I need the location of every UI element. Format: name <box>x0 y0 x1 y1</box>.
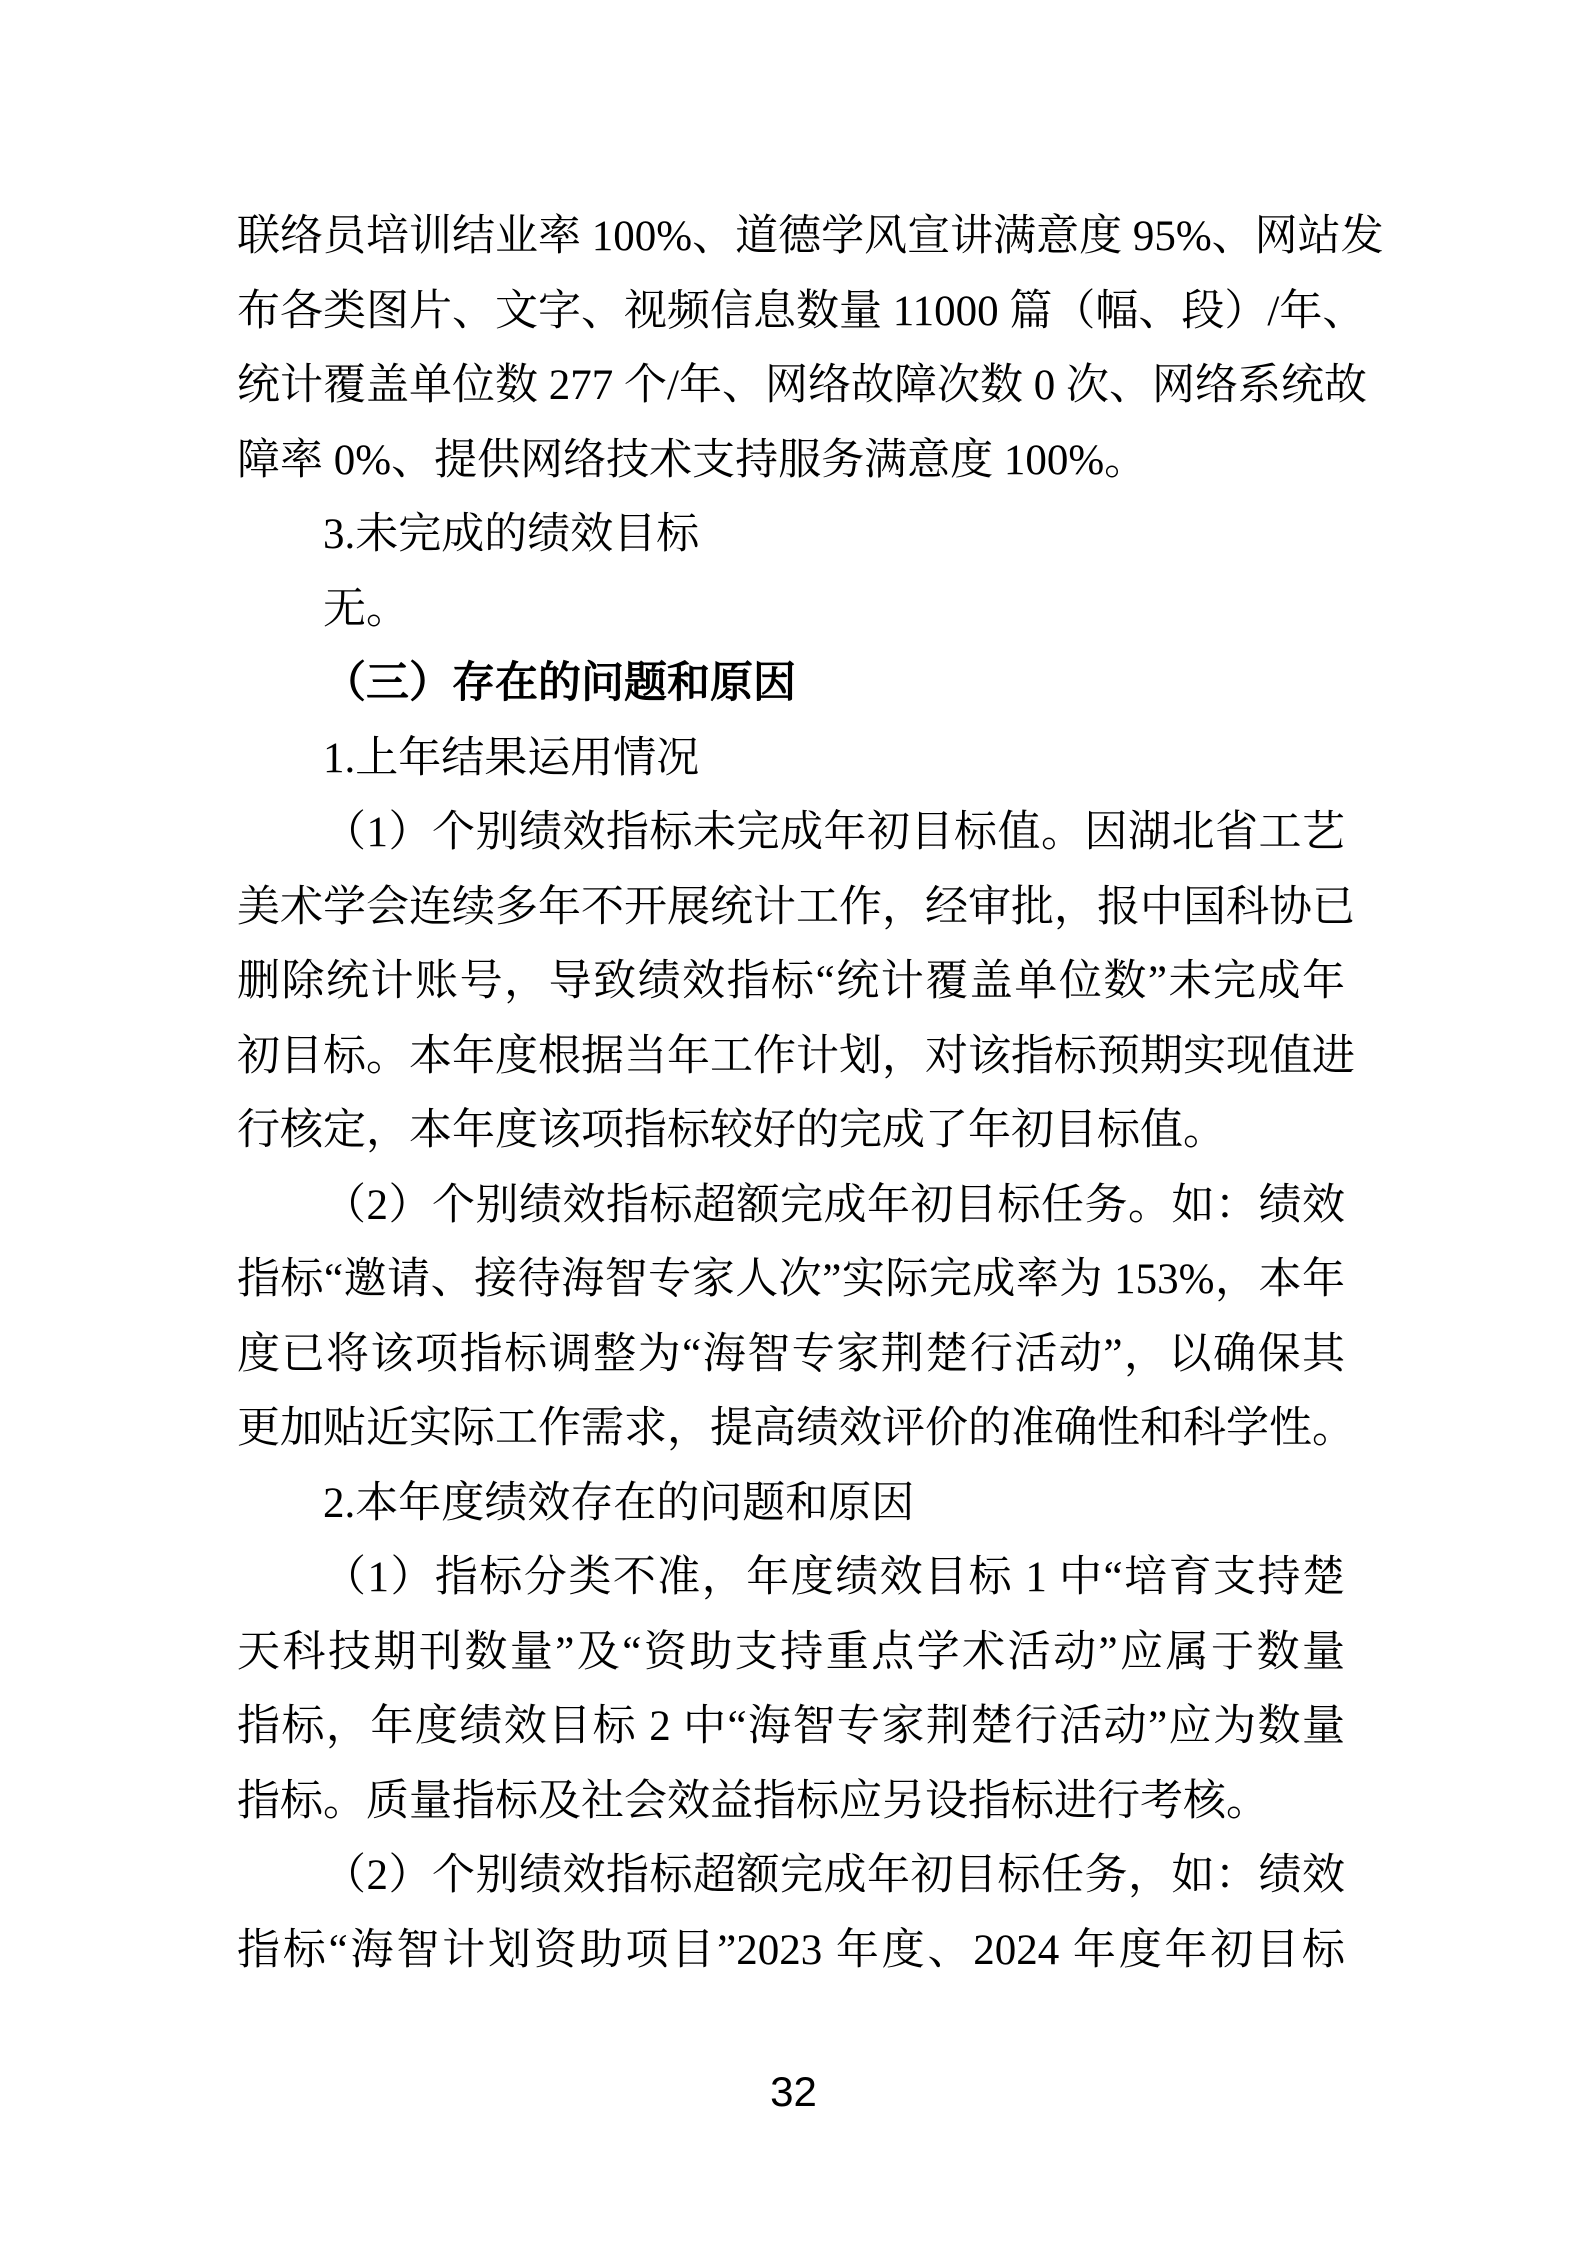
text-line: 美术学会连续多年不开展统计工作，经审批，报中国科协已 <box>237 883 1355 931</box>
text-line: （2）个别绩效指标超额完成年初目标任务，如：绩效 <box>323 1852 1345 1899</box>
text-line: 更加贴近实际工作需求，提高绩效评价的准确性和科学性。 <box>237 1405 1355 1452</box>
text-line: （2）个别绩效指标超额完成年初目标任务。如：绩效 <box>323 1181 1345 1229</box>
text-line: 指标。质量指标及社会效益指标应另设指标进行考核。 <box>237 1777 1269 1825</box>
text-line: 布各类图片、文字、视频信息数量 11000 篇（幅、段）/年、 <box>237 287 1366 335</box>
document-body <box>237 200 1384 1988</box>
text-line: 指标“邀请、接待海智专家人次”实际完成率为 153%，本年 <box>237 1256 1345 1303</box>
text-line: 度已将该项指标调整为“海智专家荆楚行活动”，以确保其 <box>237 1330 1345 1378</box>
text-line: 天科技期刊数量”及“资助支持重点学术活动”应属于数量 <box>237 1628 1345 1676</box>
text-line: 指标，年度绩效目标 2 中“海智专家荆楚行活动”应为数量 <box>237 1703 1345 1750</box>
text-line: 2.本年度绩效存在的问题和原因 <box>323 1479 915 1527</box>
text-line: 删除统计账号，导致绩效指标“统计覆盖单位数”未完成年 <box>237 958 1345 1005</box>
text-line: 3.未完成的绩效目标 <box>323 511 700 558</box>
text-line: 行核定，本年度该项指标较好的完成了年初目标值。 <box>237 1107 1226 1154</box>
text-line: 初目标。本年度根据当年工作计划，对该指标预期实现值进 <box>237 1032 1355 1080</box>
text-line: 联络员培训结业率 100%、道德学风宣讲满意度 95%、网站发 <box>237 213 1384 260</box>
text-line: 1.上年结果运用情况 <box>323 734 700 782</box>
text-line: （三）存在的问题和原因 <box>323 660 796 707</box>
text-line: 指标“海智计划资助项目”2023 年度、2024 年度年初目标 <box>237 1926 1345 1974</box>
text-line: 无。 <box>323 585 409 633</box>
text-line: 统计覆盖单位数 277 个/年、网络故障次数 0 次、网络系统故 <box>237 362 1367 409</box>
text-line: 障率 0%、提供网络技术支持服务满意度 100%。 <box>237 436 1148 484</box>
page-number: 32 <box>770 2068 817 2115</box>
text-line: （1）个别绩效指标未完成年初目标值。因湖北省工艺 <box>323 809 1345 856</box>
text-line: （1）指标分类不准，年度绩效目标 1 中“培育支持楚 <box>323 1554 1345 1601</box>
